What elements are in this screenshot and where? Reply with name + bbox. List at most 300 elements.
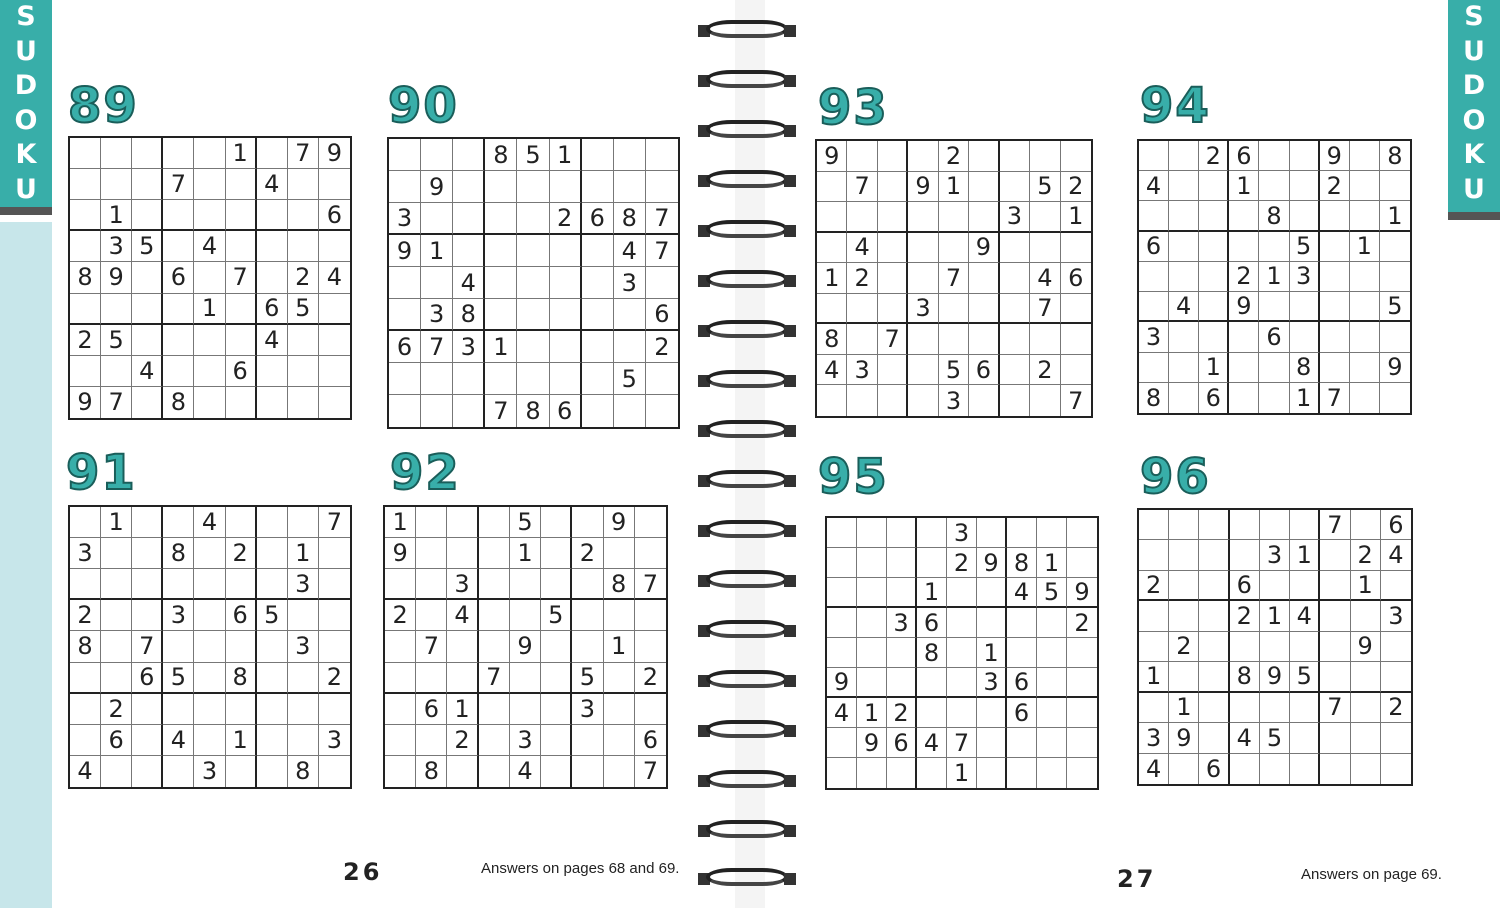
sudoku-cell[interactable] xyxy=(1199,510,1229,540)
sudoku-cell[interactable] xyxy=(817,233,847,264)
sudoku-cell[interactable] xyxy=(194,663,225,694)
sudoku-cell[interactable] xyxy=(226,507,257,538)
sudoku-cell[interactable] xyxy=(485,235,517,267)
sudoku-cell[interactable] xyxy=(817,202,847,233)
sudoku-cell[interactable] xyxy=(1000,294,1030,325)
sudoku-cell[interactable] xyxy=(977,698,1007,728)
sudoku-cell[interactable] xyxy=(1199,292,1229,322)
sudoku-cell[interactable] xyxy=(1290,693,1320,723)
sudoku-cell[interactable] xyxy=(226,694,257,725)
sudoku-cell[interactable] xyxy=(541,569,572,600)
sudoku-cell[interactable] xyxy=(132,169,163,200)
sudoku-cell[interactable] xyxy=(1380,171,1410,201)
sudoku-cell[interactable] xyxy=(1169,141,1199,171)
sudoku-cell[interactable] xyxy=(288,694,319,725)
sudoku-cell[interactable] xyxy=(1350,292,1380,322)
sudoku-cell[interactable] xyxy=(887,518,917,548)
sudoku-cell[interactable] xyxy=(572,631,603,662)
sudoku-cell[interactable] xyxy=(878,172,908,203)
sudoku-cell[interactable] xyxy=(947,698,977,728)
sudoku-cell[interactable] xyxy=(878,294,908,325)
sudoku-cell[interactable] xyxy=(1199,662,1229,692)
sudoku-cell[interactable] xyxy=(194,725,225,756)
sudoku-cell[interactable] xyxy=(385,569,416,600)
sudoku-cell[interactable] xyxy=(1169,171,1199,201)
sudoku-cell[interactable] xyxy=(101,356,132,387)
sudoku-cell[interactable] xyxy=(1199,171,1229,201)
sudoku-cell[interactable] xyxy=(385,631,416,662)
sudoku-cell[interactable] xyxy=(614,171,646,203)
sudoku-cell[interactable] xyxy=(132,600,163,631)
sudoku-cell[interactable] xyxy=(1037,638,1067,668)
sudoku-cell[interactable] xyxy=(887,548,917,578)
sudoku-cell[interactable] xyxy=(257,387,288,418)
sudoku-cell[interactable] xyxy=(582,299,614,331)
sudoku-cell[interactable] xyxy=(510,600,541,631)
sudoku-cell[interactable] xyxy=(857,758,887,788)
sudoku-cell[interactable] xyxy=(1259,232,1289,262)
sudoku-cell[interactable] xyxy=(194,538,225,569)
sudoku-cell[interactable] xyxy=(1169,262,1199,292)
sudoku-cell[interactable] xyxy=(1351,754,1381,784)
sudoku-cell[interactable] xyxy=(887,638,917,668)
sudoku-cell[interactable] xyxy=(817,172,847,203)
sudoku-cell[interactable] xyxy=(101,663,132,694)
sudoku-cell[interactable] xyxy=(421,267,453,299)
sudoku-cell[interactable] xyxy=(1260,632,1290,662)
sudoku-cell[interactable] xyxy=(1007,518,1037,548)
sudoku-cell[interactable] xyxy=(1037,668,1067,698)
sudoku-cell[interactable] xyxy=(485,171,517,203)
sudoku-cell[interactable] xyxy=(421,139,453,171)
sudoku-cell[interactable] xyxy=(1067,698,1097,728)
sudoku-cell[interactable] xyxy=(132,200,163,231)
sudoku-cell[interactable] xyxy=(453,235,485,267)
sudoku-cell[interactable] xyxy=(1067,548,1097,578)
sudoku-cell[interactable] xyxy=(878,385,908,416)
sudoku-cell[interactable] xyxy=(1350,201,1380,231)
sudoku-cell[interactable] xyxy=(70,507,101,538)
sudoku-cell[interactable] xyxy=(827,548,857,578)
sudoku-cell[interactable] xyxy=(517,267,549,299)
sudoku-cell[interactable] xyxy=(132,507,163,538)
sudoku-cell[interactable] xyxy=(163,356,194,387)
sudoku-cell[interactable] xyxy=(1030,233,1060,264)
sudoku-cell[interactable] xyxy=(1139,353,1169,383)
sudoku-cell[interactable] xyxy=(132,294,163,325)
sudoku-cell[interactable] xyxy=(1199,232,1229,262)
sudoku-cell[interactable] xyxy=(288,600,319,631)
sudoku-cell[interactable] xyxy=(582,171,614,203)
sudoku-cell[interactable] xyxy=(319,569,350,600)
sudoku-cell[interactable] xyxy=(1169,353,1199,383)
sudoku-cell[interactable] xyxy=(257,138,288,169)
sudoku-cell[interactable] xyxy=(1290,571,1320,601)
sudoku-cell[interactable] xyxy=(1229,322,1259,352)
sudoku-cell[interactable] xyxy=(827,578,857,608)
sudoku-cell[interactable] xyxy=(1169,662,1199,692)
sudoku-cell[interactable] xyxy=(857,638,887,668)
sudoku-cell[interactable] xyxy=(604,600,635,631)
sudoku-cell[interactable] xyxy=(288,507,319,538)
sudoku-cell[interactable] xyxy=(878,233,908,264)
sudoku-cell[interactable] xyxy=(1199,322,1229,352)
sudoku-cell[interactable] xyxy=(947,578,977,608)
sudoku-cell[interactable] xyxy=(857,578,887,608)
sudoku-cell[interactable] xyxy=(1229,383,1259,413)
sudoku-cell[interactable] xyxy=(635,538,666,569)
sudoku-cell[interactable] xyxy=(1351,723,1381,753)
sudoku-cell[interactable] xyxy=(635,600,666,631)
sudoku-cell[interactable] xyxy=(389,267,421,299)
sudoku-cell[interactable] xyxy=(1229,201,1259,231)
sudoku-cell[interactable] xyxy=(646,171,678,203)
sudoku-cell[interactable] xyxy=(226,169,257,200)
sudoku-cell[interactable] xyxy=(101,600,132,631)
sudoku-cell[interactable] xyxy=(319,631,350,662)
sudoku-cell[interactable] xyxy=(132,325,163,356)
sudoku-cell[interactable] xyxy=(1139,201,1169,231)
sudoku-cell[interactable] xyxy=(101,169,132,200)
sudoku-cell[interactable] xyxy=(550,299,582,331)
sudoku-cell[interactable] xyxy=(257,663,288,694)
sudoku-cell[interactable] xyxy=(1381,754,1411,784)
sudoku-cell[interactable] xyxy=(163,325,194,356)
sudoku-cell[interactable] xyxy=(1260,693,1290,723)
sudoku-cell[interactable] xyxy=(1030,141,1060,172)
sudoku-cell[interactable] xyxy=(510,569,541,600)
sudoku-cell[interactable] xyxy=(1007,638,1037,668)
sudoku-cell[interactable] xyxy=(447,631,478,662)
sudoku-cell[interactable] xyxy=(132,138,163,169)
sudoku-cell[interactable] xyxy=(969,294,999,325)
sudoku-cell[interactable] xyxy=(257,200,288,231)
sudoku-cell[interactable] xyxy=(288,200,319,231)
sudoku-cell[interactable] xyxy=(257,262,288,293)
sudoku-cell[interactable] xyxy=(416,725,447,756)
sudoku-cell[interactable] xyxy=(163,138,194,169)
sudoku-cell[interactable] xyxy=(1061,141,1091,172)
sudoku-cell[interactable] xyxy=(550,363,582,395)
sudoku-cell[interactable] xyxy=(194,325,225,356)
sudoku-cell[interactable] xyxy=(194,569,225,600)
sudoku-cell[interactable] xyxy=(389,171,421,203)
sudoku-cell[interactable] xyxy=(1067,728,1097,758)
sudoku-cell[interactable] xyxy=(947,638,977,668)
sudoku-cell[interactable] xyxy=(517,171,549,203)
sudoku-cell[interactable] xyxy=(319,600,350,631)
sudoku-cell[interactable] xyxy=(1030,202,1060,233)
sudoku-cell[interactable] xyxy=(635,694,666,725)
sudoku-cell[interactable] xyxy=(1000,172,1030,203)
sudoku-cell[interactable] xyxy=(479,569,510,600)
sudoku-cell[interactable] xyxy=(1259,141,1289,171)
sudoku-cell[interactable] xyxy=(510,663,541,694)
sudoku-cell[interactable] xyxy=(1290,723,1320,753)
sudoku-cell[interactable] xyxy=(1061,233,1091,264)
sudoku-cell[interactable] xyxy=(70,694,101,725)
sudoku-cell[interactable] xyxy=(1139,540,1169,570)
sudoku-cell[interactable] xyxy=(541,756,572,787)
sudoku-cell[interactable] xyxy=(878,202,908,233)
sudoku-cell[interactable] xyxy=(517,299,549,331)
sudoku-cell[interactable] xyxy=(572,725,603,756)
sudoku-cell[interactable] xyxy=(163,756,194,787)
sudoku-cell[interactable] xyxy=(1139,292,1169,322)
sudoku-cell[interactable] xyxy=(604,663,635,694)
sudoku-cell[interactable] xyxy=(479,600,510,631)
sudoku-cell[interactable] xyxy=(1067,638,1097,668)
sudoku-cell[interactable] xyxy=(1320,662,1350,692)
sudoku-cell[interactable] xyxy=(582,331,614,363)
sudoku-cell[interactable] xyxy=(541,538,572,569)
sudoku-cell[interactable] xyxy=(288,663,319,694)
sudoku-cell[interactable] xyxy=(479,507,510,538)
sudoku-cell[interactable] xyxy=(604,756,635,787)
sudoku-cell[interactable] xyxy=(389,395,421,427)
sudoku-cell[interactable] xyxy=(1169,754,1199,784)
sudoku-cell[interactable] xyxy=(572,756,603,787)
sudoku-cell[interactable] xyxy=(1320,540,1350,570)
sudoku-cell[interactable] xyxy=(1381,571,1411,601)
sudoku-cell[interactable] xyxy=(453,139,485,171)
sudoku-cell[interactable] xyxy=(1290,171,1320,201)
sudoku-cell[interactable] xyxy=(226,756,257,787)
sudoku-cell[interactable] xyxy=(101,294,132,325)
sudoku-cell[interactable] xyxy=(646,363,678,395)
sudoku-cell[interactable] xyxy=(163,294,194,325)
sudoku-cell[interactable] xyxy=(1199,540,1229,570)
sudoku-cell[interactable] xyxy=(101,756,132,787)
sudoku-cell[interactable] xyxy=(485,299,517,331)
sudoku-cell[interactable] xyxy=(908,141,938,172)
sudoku-cell[interactable] xyxy=(1320,571,1350,601)
sudoku-cell[interactable] xyxy=(917,758,947,788)
sudoku-cell[interactable] xyxy=(646,267,678,299)
sudoku-cell[interactable] xyxy=(226,200,257,231)
sudoku-cell[interactable] xyxy=(857,668,887,698)
sudoku-cell[interactable] xyxy=(582,395,614,427)
sudoku-cell[interactable] xyxy=(1381,723,1411,753)
sudoku-cell[interactable] xyxy=(939,324,969,355)
sudoku-cell[interactable] xyxy=(908,233,938,264)
sudoku-cell[interactable] xyxy=(101,538,132,569)
sudoku-cell[interactable] xyxy=(1007,728,1037,758)
sudoku-cell[interactable] xyxy=(1000,324,1030,355)
sudoku-cell[interactable] xyxy=(1061,324,1091,355)
sudoku-cell[interactable] xyxy=(163,694,194,725)
sudoku-cell[interactable] xyxy=(969,202,999,233)
sudoku-cell[interactable] xyxy=(646,395,678,427)
sudoku-cell[interactable] xyxy=(1290,632,1320,662)
sudoku-cell[interactable] xyxy=(847,141,877,172)
sudoku-cell[interactable] xyxy=(550,267,582,299)
sudoku-cell[interactable] xyxy=(1320,201,1350,231)
sudoku-cell[interactable] xyxy=(1000,385,1030,416)
sudoku-cell[interactable] xyxy=(447,538,478,569)
sudoku-cell[interactable] xyxy=(132,538,163,569)
sudoku-cell[interactable] xyxy=(827,608,857,638)
sudoku-cell[interactable] xyxy=(163,631,194,662)
sudoku-cell[interactable] xyxy=(1320,601,1350,631)
sudoku-cell[interactable] xyxy=(550,235,582,267)
sudoku-cell[interactable] xyxy=(1169,510,1199,540)
sudoku-cell[interactable] xyxy=(288,325,319,356)
sudoku-cell[interactable] xyxy=(604,694,635,725)
sudoku-cell[interactable] xyxy=(1199,262,1229,292)
sudoku-cell[interactable] xyxy=(257,538,288,569)
sudoku-cell[interactable] xyxy=(541,507,572,538)
sudoku-cell[interactable] xyxy=(582,139,614,171)
sudoku-cell[interactable] xyxy=(1230,754,1260,784)
sudoku-cell[interactable] xyxy=(878,355,908,386)
sudoku-cell[interactable] xyxy=(385,725,416,756)
sudoku-cell[interactable] xyxy=(1030,324,1060,355)
sudoku-cell[interactable] xyxy=(101,138,132,169)
sudoku-cell[interactable] xyxy=(1320,322,1350,352)
sudoku-cell[interactable] xyxy=(847,324,877,355)
sudoku-cell[interactable] xyxy=(194,694,225,725)
sudoku-cell[interactable] xyxy=(1381,632,1411,662)
sudoku-cell[interactable] xyxy=(847,385,877,416)
sudoku-cell[interactable] xyxy=(453,171,485,203)
sudoku-cell[interactable] xyxy=(1139,262,1169,292)
sudoku-cell[interactable] xyxy=(389,139,421,171)
sudoku-cell[interactable] xyxy=(572,507,603,538)
sudoku-cell[interactable] xyxy=(878,263,908,294)
sudoku-cell[interactable] xyxy=(1139,632,1169,662)
sudoku-cell[interactable] xyxy=(319,356,350,387)
sudoku-cell[interactable] xyxy=(485,203,517,235)
sudoku-cell[interactable] xyxy=(319,231,350,262)
sudoku-cell[interactable] xyxy=(132,387,163,418)
sudoku-cell[interactable] xyxy=(1199,571,1229,601)
sudoku-cell[interactable] xyxy=(604,725,635,756)
sudoku-cell[interactable] xyxy=(541,725,572,756)
sudoku-cell[interactable] xyxy=(1350,322,1380,352)
sudoku-cell[interactable] xyxy=(319,294,350,325)
sudoku-cell[interactable] xyxy=(416,538,447,569)
sudoku-cell[interactable] xyxy=(194,262,225,293)
sudoku-cell[interactable] xyxy=(1320,262,1350,292)
sudoku-cell[interactable] xyxy=(389,299,421,331)
sudoku-cell[interactable] xyxy=(163,200,194,231)
sudoku-cell[interactable] xyxy=(1037,518,1067,548)
sudoku-cell[interactable] xyxy=(827,758,857,788)
sudoku-cell[interactable] xyxy=(1260,571,1290,601)
sudoku-cell[interactable] xyxy=(479,756,510,787)
sudoku-cell[interactable] xyxy=(1199,201,1229,231)
sudoku-cell[interactable] xyxy=(257,569,288,600)
sudoku-cell[interactable] xyxy=(226,294,257,325)
sudoku-cell[interactable] xyxy=(194,387,225,418)
sudoku-cell[interactable] xyxy=(947,608,977,638)
sudoku-cell[interactable] xyxy=(857,548,887,578)
sudoku-cell[interactable] xyxy=(385,663,416,694)
sudoku-cell[interactable] xyxy=(70,138,101,169)
sudoku-cell[interactable] xyxy=(1320,754,1350,784)
sudoku-cell[interactable] xyxy=(614,139,646,171)
sudoku-cell[interactable] xyxy=(1199,723,1229,753)
sudoku-cell[interactable] xyxy=(1350,171,1380,201)
sudoku-cell[interactable] xyxy=(226,569,257,600)
sudoku-cell[interactable] xyxy=(257,231,288,262)
sudoku-cell[interactable] xyxy=(132,756,163,787)
sudoku-cell[interactable] xyxy=(163,569,194,600)
sudoku-cell[interactable] xyxy=(453,203,485,235)
sudoku-cell[interactable] xyxy=(969,385,999,416)
sudoku-cell[interactable] xyxy=(288,169,319,200)
sudoku-cell[interactable] xyxy=(319,387,350,418)
sudoku-cell[interactable] xyxy=(479,725,510,756)
sudoku-cell[interactable] xyxy=(1169,383,1199,413)
sudoku-cell[interactable] xyxy=(541,631,572,662)
sudoku-cell[interactable] xyxy=(604,538,635,569)
sudoku-cell[interactable] xyxy=(288,387,319,418)
sudoku-cell[interactable] xyxy=(1351,601,1381,631)
sudoku-cell[interactable] xyxy=(416,663,447,694)
sudoku-cell[interactable] xyxy=(1230,510,1260,540)
sudoku-cell[interactable] xyxy=(385,756,416,787)
sudoku-cell[interactable] xyxy=(827,518,857,548)
sudoku-cell[interactable] xyxy=(416,507,447,538)
sudoku-cell[interactable] xyxy=(1139,601,1169,631)
sudoku-cell[interactable] xyxy=(887,758,917,788)
sudoku-cell[interactable] xyxy=(1139,510,1169,540)
sudoku-cell[interactable] xyxy=(947,668,977,698)
sudoku-cell[interactable] xyxy=(1290,292,1320,322)
sudoku-cell[interactable] xyxy=(485,267,517,299)
sudoku-cell[interactable] xyxy=(1199,601,1229,631)
sudoku-cell[interactable] xyxy=(572,600,603,631)
sudoku-cell[interactable] xyxy=(1139,141,1169,171)
sudoku-cell[interactable] xyxy=(257,507,288,538)
sudoku-cell[interactable] xyxy=(226,231,257,262)
sudoku-cell[interactable] xyxy=(447,756,478,787)
sudoku-cell[interactable] xyxy=(917,548,947,578)
sudoku-cell[interactable] xyxy=(1259,383,1289,413)
sudoku-cell[interactable] xyxy=(1380,232,1410,262)
sudoku-cell[interactable] xyxy=(257,725,288,756)
sudoku-cell[interactable] xyxy=(847,294,877,325)
sudoku-cell[interactable] xyxy=(614,331,646,363)
sudoku-cell[interactable] xyxy=(582,267,614,299)
sudoku-cell[interactable] xyxy=(582,235,614,267)
sudoku-cell[interactable] xyxy=(70,231,101,262)
sudoku-cell[interactable] xyxy=(857,518,887,548)
sudoku-cell[interactable] xyxy=(1007,608,1037,638)
sudoku-cell[interactable] xyxy=(1351,510,1381,540)
sudoku-cell[interactable] xyxy=(70,356,101,387)
sudoku-cell[interactable] xyxy=(1380,322,1410,352)
sudoku-cell[interactable] xyxy=(614,299,646,331)
sudoku-cell[interactable] xyxy=(541,694,572,725)
sudoku-cell[interactable] xyxy=(70,169,101,200)
sudoku-cell[interactable] xyxy=(226,325,257,356)
sudoku-cell[interactable] xyxy=(977,608,1007,638)
sudoku-cell[interactable] xyxy=(288,231,319,262)
sudoku-cell[interactable] xyxy=(827,728,857,758)
sudoku-cell[interactable] xyxy=(887,668,917,698)
sudoku-cell[interactable] xyxy=(541,663,572,694)
sudoku-cell[interactable] xyxy=(132,694,163,725)
sudoku-cell[interactable] xyxy=(908,324,938,355)
sudoku-cell[interactable] xyxy=(977,758,1007,788)
sudoku-cell[interactable] xyxy=(70,569,101,600)
sudoku-cell[interactable] xyxy=(1230,632,1260,662)
sudoku-cell[interactable] xyxy=(969,263,999,294)
sudoku-cell[interactable] xyxy=(288,356,319,387)
